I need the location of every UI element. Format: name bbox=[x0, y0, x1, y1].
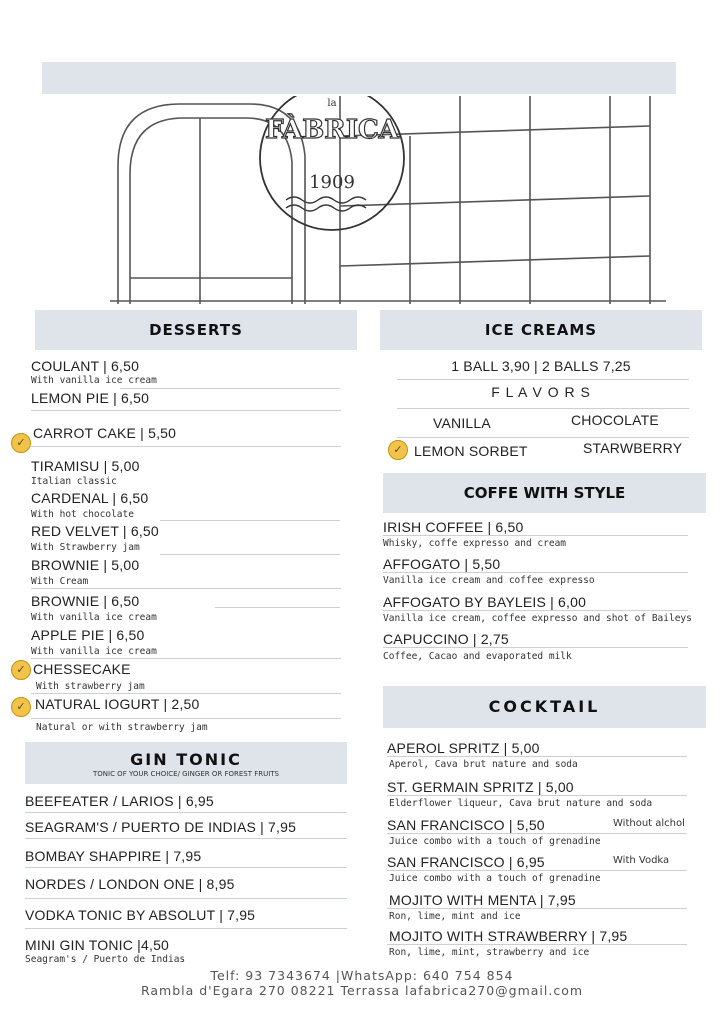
dessert-item-desc: With strawberry jam bbox=[36, 681, 145, 692]
logo-small-text: la bbox=[327, 98, 337, 109]
cocktail-item-desc: Aperol, Cava brut nature and soda bbox=[389, 759, 578, 770]
gluten-free-icon: ✓ bbox=[388, 440, 408, 460]
coffee-item-desc: Vanilla ice cream, coffee expresso and shot of Baileys bbox=[383, 613, 692, 624]
desserts-header: DESSERTS bbox=[35, 310, 357, 350]
gin-tonic-subtitle: TONIC OF YOUR CHOICE/ GINGER OR FOREST FRUITS bbox=[92, 770, 280, 778]
divider bbox=[387, 870, 687, 871]
gin-item-name: NORDES / LONDON ONE | 8,95 bbox=[25, 876, 235, 892]
divider bbox=[25, 838, 347, 839]
divider bbox=[397, 379, 689, 380]
cocktail-item-name: SAN FRANCISCO | 5,50 bbox=[387, 817, 545, 833]
divider bbox=[31, 588, 341, 589]
divider bbox=[25, 898, 347, 899]
divider bbox=[387, 833, 687, 834]
cocktail-item-note: Without alchol bbox=[613, 818, 685, 829]
coffee-item-desc: Vanilla ice cream and coffee expresso bbox=[383, 575, 595, 586]
gluten-free-icon: ✓ bbox=[11, 697, 31, 717]
coffee-item-name: AFFOGATO BY BAYLEIS | 6,00 bbox=[383, 594, 587, 610]
divider bbox=[383, 572, 688, 573]
gin-item-name: MINI GIN TONIC |4,50 bbox=[25, 937, 170, 953]
cocktail-item-name: MOJITO WITH STRAWBERRY | 7,95 bbox=[389, 928, 628, 944]
dessert-item-desc: Natural or with strawberry jam bbox=[36, 722, 208, 733]
cocktail-item-name: SAN FRANCISCO | 6,95 bbox=[387, 854, 545, 870]
gluten-free-icon: ✓ bbox=[11, 660, 31, 680]
divider bbox=[25, 928, 347, 929]
divider bbox=[160, 520, 340, 521]
logo-waves bbox=[286, 197, 366, 211]
dessert-item-desc: Italian classic bbox=[31, 476, 117, 487]
ice-cream-prices: 1 BALL 3,90 | 2 BALLS 7,25 bbox=[451, 358, 631, 374]
dessert-item-desc: With Strawberry jam bbox=[31, 542, 140, 553]
gin-item-name: BOMBAY SHAPPIRE | 7,95 bbox=[25, 848, 202, 864]
cocktail-item-desc: Ron, lime, mint, strawberry and ice bbox=[389, 947, 590, 958]
cocktail-item-desc: Juice combo with a touch of grenadine bbox=[389, 873, 601, 884]
ice-creams-header: ICE CREAMS bbox=[380, 310, 702, 350]
dessert-item-name: NATURAL IOGURT | 2,50 bbox=[35, 696, 200, 712]
dessert-item-name: BROWNIE | 5,00 bbox=[31, 557, 140, 573]
flavors-label: F L A V O R S bbox=[491, 384, 591, 400]
divider bbox=[31, 693, 341, 694]
dessert-item-desc: With vanilla ice cream bbox=[31, 646, 157, 657]
gluten-free-icon: ✓ bbox=[11, 433, 31, 453]
cocktail-header: COCKTAIL bbox=[383, 686, 706, 728]
dessert-item-desc: With hot chocolate bbox=[31, 509, 134, 520]
divider bbox=[397, 408, 689, 409]
divider bbox=[31, 658, 341, 659]
storefront-illustration bbox=[110, 96, 666, 304]
dessert-item-desc: With vanilla ice cream bbox=[31, 612, 157, 623]
dessert-item-name: COULANT | 6,50 bbox=[31, 358, 140, 374]
cocktail-item-desc: Juice combo with a touch of grenadine bbox=[389, 836, 601, 847]
dessert-item-name: RED VELVET | 6,50 bbox=[31, 523, 159, 539]
divider bbox=[387, 795, 687, 796]
cocktail-item-note: With Vodka bbox=[613, 855, 670, 866]
divider bbox=[31, 718, 341, 719]
gin-item-name: VODKA TONIC BY ABSOLUT | 7,95 bbox=[25, 907, 256, 923]
dessert-item-name: BROWNIE | 6,50 bbox=[31, 593, 140, 609]
divider bbox=[387, 756, 687, 757]
coffee-item-desc: Coffee, Cacao and evaporated milk bbox=[383, 651, 572, 662]
divider bbox=[25, 812, 347, 813]
dessert-item-name: CARROT CAKE | 5,50 bbox=[33, 425, 177, 441]
divider bbox=[383, 535, 688, 536]
divider bbox=[25, 867, 347, 868]
dessert-item-name: LEMON PIE | 6,50 bbox=[31, 390, 150, 406]
flavor-vanilla: VANILLA bbox=[433, 415, 491, 431]
coffee-item-name: AFFOGATO | 5,50 bbox=[383, 556, 501, 572]
coffee-item-desc: Whisky, coffe expresso and cream bbox=[383, 538, 567, 549]
gin-tonic-header bbox=[25, 742, 347, 784]
dessert-item-name: CARDENAL | 6,50 bbox=[31, 490, 149, 506]
divider bbox=[387, 944, 687, 945]
dessert-item-name: APPLE PIE | 6,50 bbox=[31, 627, 145, 643]
gin-item-desc: Seagram's / Puerto de Indias bbox=[25, 954, 186, 965]
divider bbox=[31, 446, 341, 447]
coffee-header: COFFE WITH STYLE bbox=[383, 473, 706, 513]
dessert-item-name: TIRAMISU | 5,00 bbox=[31, 458, 140, 474]
gin-item-name: BEEFEATER / LARIOS | 6,95 bbox=[25, 793, 214, 809]
footer-address: Rambla d'Egara 270 08221 Terrassa lafabrica270@gmail.com bbox=[140, 983, 584, 998]
divider bbox=[120, 388, 340, 389]
coffee-item-name: CAPUCCINO | 2,75 bbox=[383, 631, 509, 647]
logo-brand: FÀBRICA bbox=[265, 115, 399, 145]
dessert-item-desc: With Cream bbox=[31, 576, 89, 587]
divider bbox=[387, 908, 687, 909]
dessert-item-desc: With vanilla ice cream bbox=[31, 375, 157, 386]
divider bbox=[215, 607, 340, 608]
footer-contact: Telf: 93 7343674 |WhatsApp: 640 754 854 bbox=[210, 968, 514, 983]
logo-year: 1909 bbox=[309, 172, 355, 193]
cocktail-item-name: ST. GERMAIN SPRITZ | 5,00 bbox=[387, 779, 574, 795]
divider bbox=[31, 410, 341, 411]
divider bbox=[383, 647, 688, 648]
flavor-chocolate: CHOCOLATE bbox=[571, 412, 659, 428]
divider bbox=[160, 554, 340, 555]
divider bbox=[383, 610, 688, 611]
cocktail-item-name: MOJITO WITH MENTA | 7,95 bbox=[389, 892, 576, 908]
cocktail-item-desc: Ron, lime, mint and ice bbox=[389, 911, 521, 922]
top-banner bbox=[42, 62, 676, 94]
flavor-strawberry: STARWBERRY bbox=[583, 440, 683, 456]
gin-item-name: SEAGRAM'S / PUERTO DE INDIAS | 7,95 bbox=[25, 819, 297, 835]
divider bbox=[397, 437, 689, 438]
cocktail-item-name: APEROL SPRITZ | 5,00 bbox=[387, 740, 540, 756]
gin-tonic-title: GIN TONIC bbox=[130, 750, 242, 769]
coffee-item-name: IRISH COFFEE | 6,50 bbox=[383, 519, 524, 535]
flavor-lemon-sorbet: LEMON SORBET bbox=[414, 443, 528, 459]
dessert-item-name: CHESSECAKE bbox=[33, 661, 131, 677]
cocktail-item-desc: Elderflower liqueur, Cava brut nature and soda bbox=[389, 798, 653, 809]
